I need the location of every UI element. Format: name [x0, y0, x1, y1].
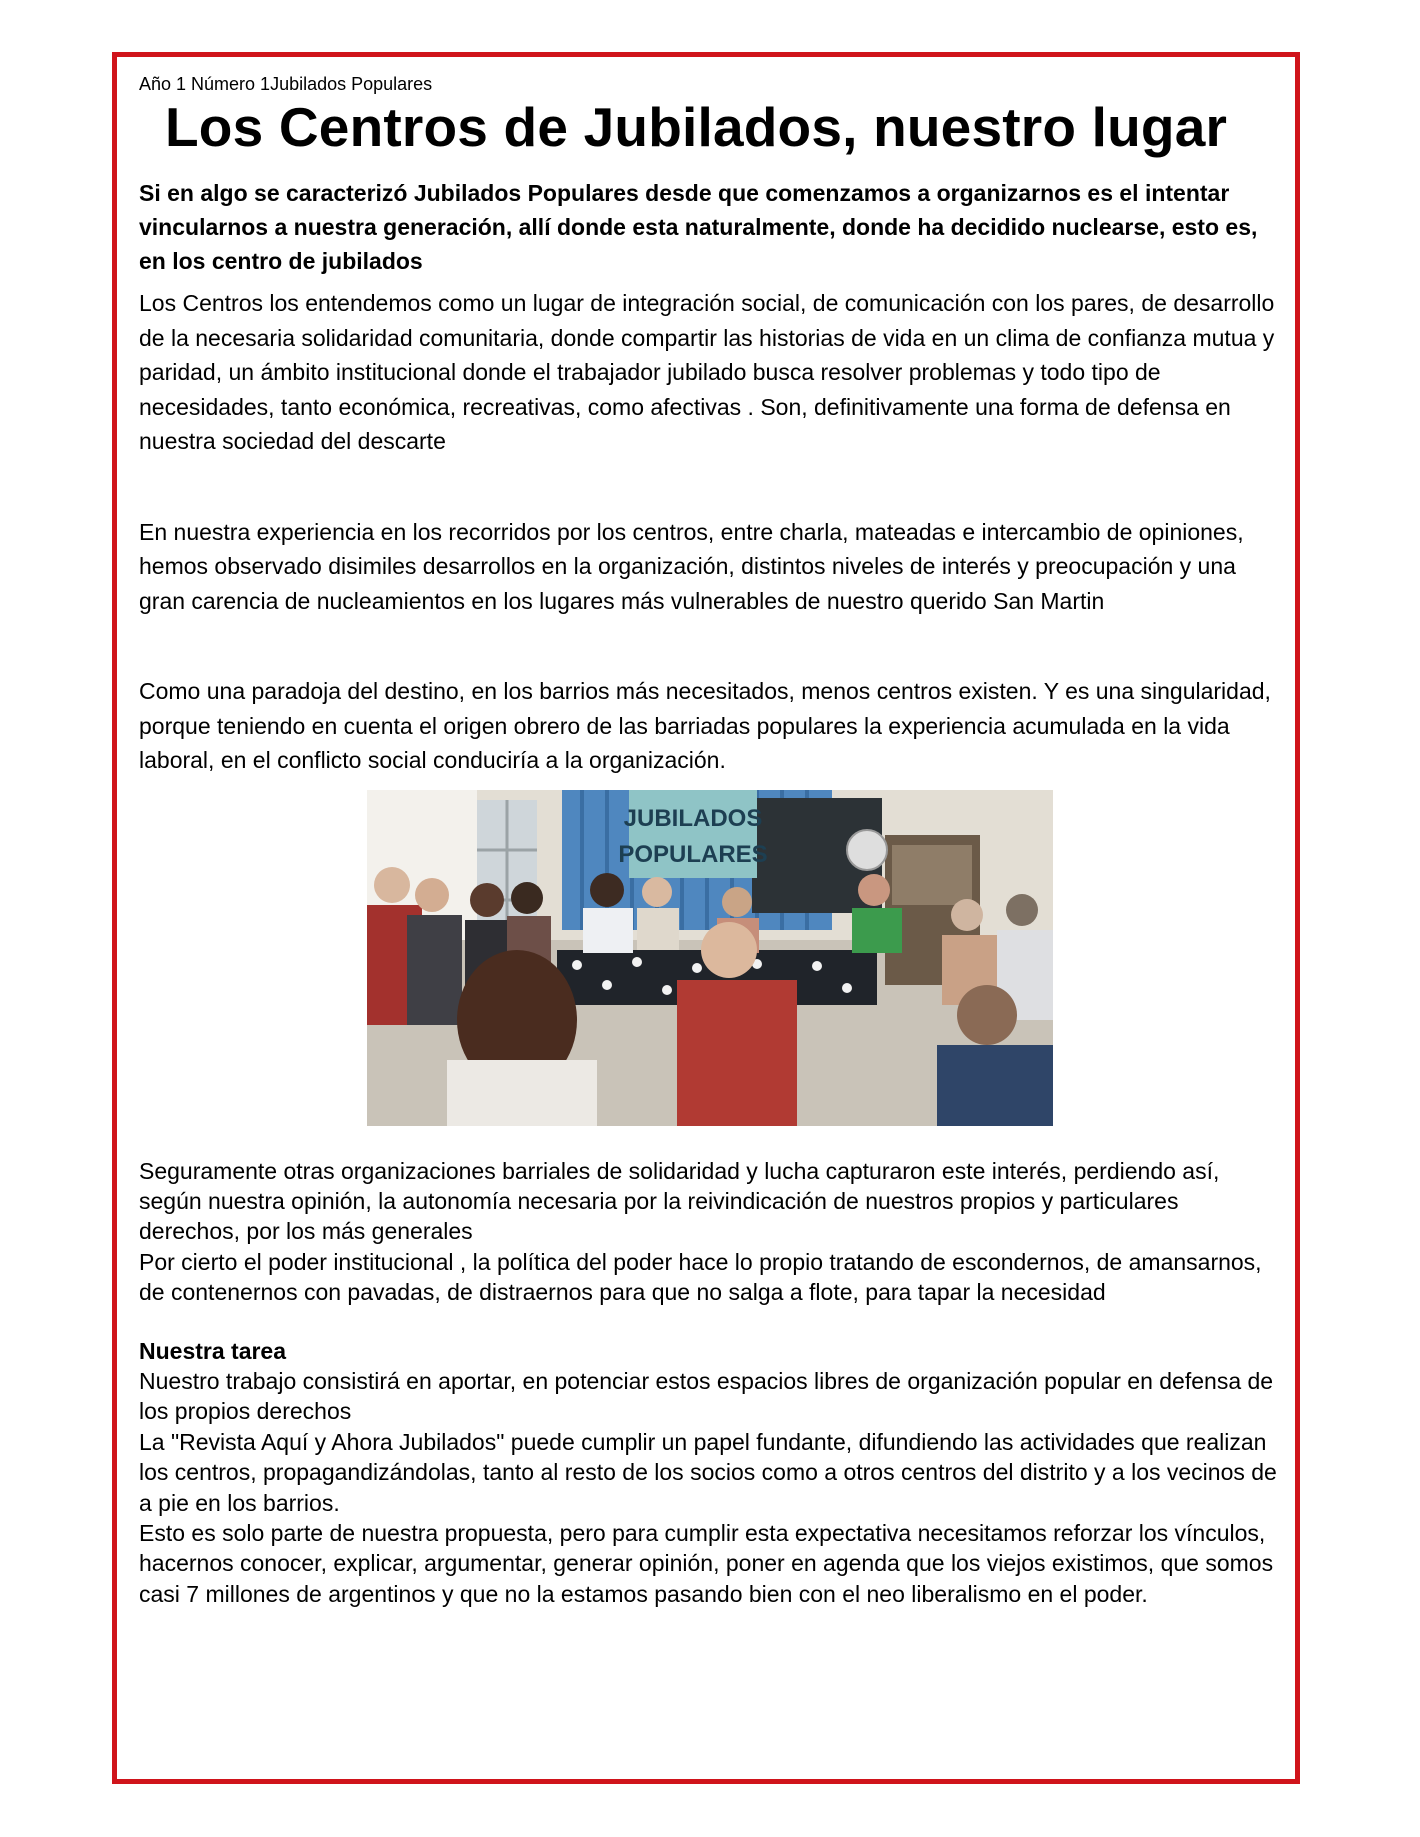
- banner-text-line2: POPULARES: [618, 840, 768, 868]
- paragraph-organizaciones: Seguramente otras organizaciones barriales de solidaridad y lucha capturaron este interés, perdiendo así, según nuestra opinión, la autonomía necesaria por la reivindicación de nuestros propios y particulares derechos, por los más generales: [139, 1157, 1220, 1245]
- article: [139, 72, 1294, 1609]
- paragraph-paradoja: Como una paradoja del destino, en los barrios más necesitados, menos centros existen. Y es una singularidad, porque teniendo en cuenta el origen obrero de las barriadas populares la experiencia acumulada en la vida laboral, en el conflicto social conduciría a la organización.: [139, 678, 1271, 773]
- meeting-photo: [367, 790, 1053, 1126]
- section-line: Esto es solo parte de nuestra propuesta, pero para cumplir esta expectativa necesitamos reforzar los vínculos, hacernos conocer, explicar, argumentar, generar opinión, poner en agenda que los viejos existimos, que somos casi 7 millones de argentinos y que no la estamos pasando bien con el neo liberalismo en el poder.: [139, 1519, 1274, 1607]
- section-heading: Nuestra tarea: [139, 1337, 287, 1364]
- banner-text-line1: JUBILADOS: [623, 804, 763, 832]
- paragraph-centros: Los Centros los entendemos como un lugar de integración social, de comunicación con los pares, de desarrollo de la necesaria solidaridad comunitaria, donde compartir las historias de vida en un clima de confianza mutua y paridad, un ámbito institucional donde el trabajador jubilado busca resolver problemas y todo tipo de necesidades, tanto económica, recreativas, como afectivas . Son, definitivamente una forma de defensa en nuestra sociedad del descarte: [139, 290, 1275, 454]
- section-line: La "Revista Aquí y Ahora Jubilados" puede cumplir un papel fundante, difundiendo las actividades que realizan los centros, propagandizándolas, tanto al resto de los socios como a otros centros del distrito y a los vecinos de a pie en los barrios.: [139, 1428, 1277, 1516]
- lead-paragraph: Si en algo se caracterizó Jubilados Populares desde que comenzamos a organizarnos es el intentar vincularnos a nuestra generación, allí donde esta naturalmente, donde ha decidido nuclearse, esto es, en los centro de jubilados: [139, 180, 1258, 274]
- paragraph-poder: Por cierto el poder institucional , la política del poder hace lo propio tratando de escondernos, de amansarnos, de contenernos con pavadas, de distraernos para que no salga a flote, para tapar la necesidad: [139, 1248, 1262, 1306]
- paragraph-experiencia: En nuestra experiencia en los recorridos por los centros, entre charla, mateadas e intercambio de opiniones, hemos observado disimiles desarrollos en la organización, distintos niveles de interés y preocupación y una gran carencia de nucleamientos en los lugares más vulnerables de nuestro querido San Martin: [139, 518, 1244, 614]
- page-title: Los Centros de Jubilados, nuestro lugar: [165, 96, 1228, 158]
- section-line: Nuestro trabajo consistirá en aportar, en potenciar estos espacios libres de organización popular en defensa de los propios derechos: [139, 1367, 1274, 1425]
- issue-line: Año 1 Número 1Jubilados Populares: [139, 74, 433, 94]
